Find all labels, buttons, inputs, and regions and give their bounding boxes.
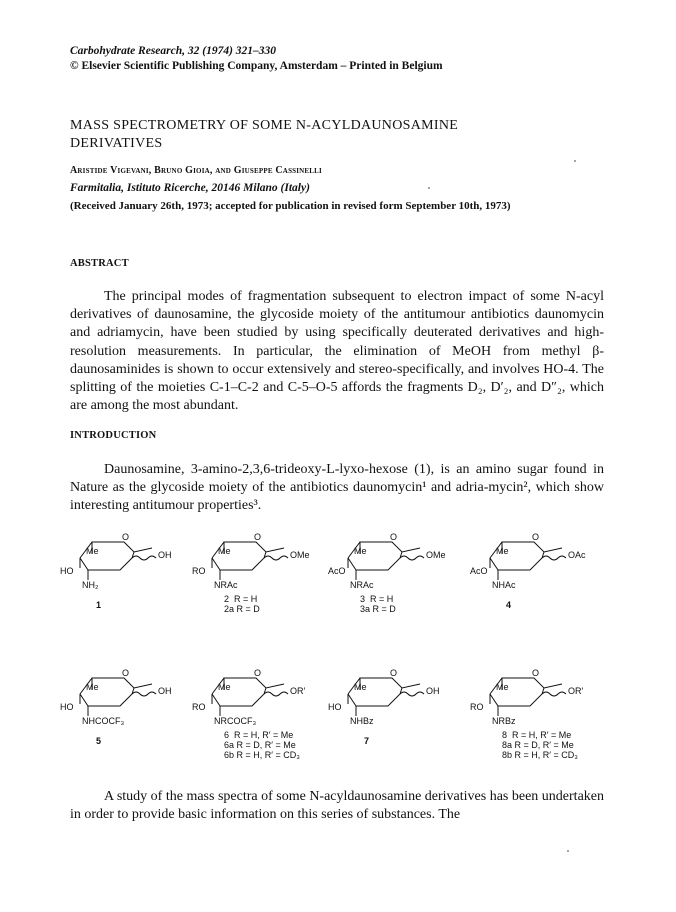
introduction-heading: INTRODUCTION [70,430,157,441]
anomeric-substituent-label: OR′ [568,686,584,696]
compound-variants: 8 R = H, R′ = Me 8a R = D, R′ = Me 8b R = H, R′ = CD₃ [502,730,578,760]
methyl-label: Me [496,682,509,692]
methyl-label: Me [496,546,509,556]
authors: Aristide Vigevani, Bruno Gioia, and Giuseppe Cassinelli [70,165,322,176]
methyl-label: Me [354,682,367,692]
compound-variants: 6 R = H, R′ = Me 6a R = D, R′ = Me 6b R = H, R′ = CD₃ [224,730,300,760]
ring-oxygen-label: O [254,532,262,542]
anomeric-substituent-label: OR′ [290,686,306,696]
ring-oxygen-label: O [122,668,130,678]
c4-substituent-label: AcO [470,566,488,576]
title-line-1: MASS SPECTROMETRY OF SOME N-ACYLDAUNOSAMINE [70,118,459,133]
compound-variants: 3 R = H 3a R = D [360,594,396,614]
structure-1 [60,528,186,628]
c4-substituent-label: HO [60,566,74,576]
article-title [70,117,610,153]
structure-3 [328,528,454,628]
introduction-text-block [70,461,604,516]
c4-substituent-label: RO [192,566,206,576]
abstract-text: The principal modes of fragmentation subsequent to electron impact of some N-acyl derivatives of daunosamine, the glycoside moiety of the antitumour antibiotics daunomycin and adriamycin, have been studied by using specifically deuterated derivatives and high-resolution measurements. In particular, the elimination of MeOH from methyl β-daunosaminides is shown to occur extensively and stereo-specifically, and involves HO-4. The splitting of the moieties C-1–C-2 and C-5–O-5 affords the fragments D₂, D′₂, and D″₂, which are among the most abundant. [70,289,604,414]
c4-substituent-label: HO [328,702,342,712]
ring-oxygen-label: O [390,532,398,542]
structure-4 [470,528,596,628]
c4-substituent-label: RO [470,702,484,712]
title-line-2: DERIVATIVES [70,136,163,151]
abstract-text-block [70,288,604,415]
c4-substituent-label: RO [192,702,206,712]
compound-variants: 2 R = H 2a R = D [224,594,260,614]
received-dates: (Received January 26th, 1973; accepted for publication in revised form September 10th, 1973) [70,200,511,212]
anomeric-substituent-label: OMe [426,550,446,560]
c3-substituent-label: NH₂ [82,580,99,590]
abstract-heading: ABSTRACT [70,258,129,269]
c3-substituent-label: NHCOCF₃ [82,716,125,726]
compound-number: 4 [506,600,512,610]
anomeric-substituent-label: OAc [568,550,586,560]
journal-citation: Carbohydrate Research, 32 (1974) 321–330 [70,45,277,57]
affiliation: Farmitalia, Istituto Ricerche, 20146 Milano (Italy) [70,182,310,194]
anomeric-substituent-label: OMe [290,550,310,560]
ring-oxygen-label: O [532,668,540,678]
structure-2 [192,528,318,628]
c3-substituent-label: NRAc [214,580,238,590]
structure-1 [60,664,186,764]
closing-text: A study of the mass spectra of some N-acyldaunosamine derivatives has been undertaken in order to provide basic information on this series of substances. The [70,789,604,823]
methyl-label: Me [218,546,231,556]
c3-substituent-label: NHAc [492,580,516,590]
methyl-label: Me [86,546,99,556]
specks [567,850,569,852]
structure-4 [470,664,596,764]
anomeric-substituent-label: OH [158,550,172,560]
ring-oxygen-label: O [390,668,398,678]
introduction-text: Daunosamine, 3-amino-2,3,6-trideoxy-L-lyxo-hexose (1), is an amino sugar found in Nature as the glycoside moiety of the antibiotics daunomycin¹ and adria-mycin², which show interesting antitumour properties³. [70,462,604,514]
ring-oxygen-label: O [532,532,540,542]
c3-substituent-label: NRAc [350,580,374,590]
c4-substituent-label: HO [60,702,74,712]
structure-3 [328,664,454,764]
specks [428,187,430,189]
compound-number: 5 [96,736,102,746]
methyl-label: Me [354,546,367,556]
closing-text-block [70,788,604,824]
structure-2 [192,664,318,764]
ring-oxygen-label: O [254,668,262,678]
copyright-line: © Elsevier Scientific Publishing Company, Amsterdam – Printed in Belgium [70,60,443,72]
specks [574,160,576,162]
c3-substituent-label: NRBz [492,716,516,726]
c4-substituent-label: AcO [328,566,346,576]
c3-substituent-label: NHBz [350,716,374,726]
c3-substituent-label: NRCOCF₃ [214,716,257,726]
anomeric-substituent-label: OH [158,686,172,696]
compound-number: 7 [364,736,370,746]
journal-header [70,44,443,74]
anomeric-substituent-label: OH [426,686,440,696]
ring-oxygen-label: O [122,532,130,542]
methyl-label: Me [86,682,99,692]
compound-number: 1 [96,600,102,610]
methyl-label: Me [218,682,231,692]
